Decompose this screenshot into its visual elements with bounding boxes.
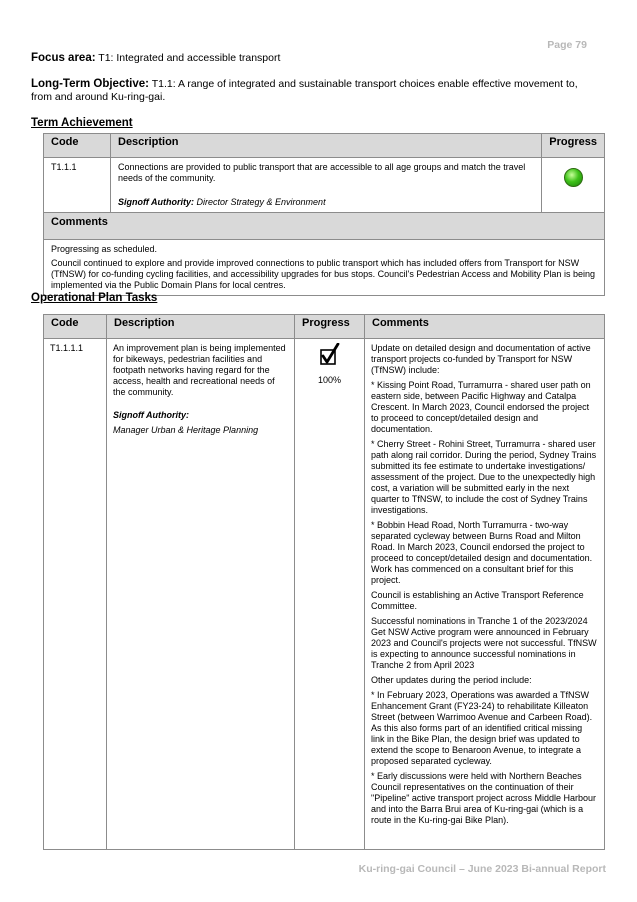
col-code-header: Code [44,134,111,158]
checkbox-ticked-icon [301,343,358,372]
footer-report-title: Ku-ring-gai Council – June 2023 Bi-annual Report [358,863,606,875]
operational-plan-tasks-title: Operational Plan Tasks [31,292,158,304]
long-term-objective [31,78,601,104]
ops-description: An improvement plan is being implemented for bikeways, pedestrian facilities and footpath networks having regard for the access, health and recreational needs of the community. [113,343,286,397]
objective-value: T1.1: A range of integrated and sustainable transport choices enable effective movement to, from and around Ku-ring-gai. [31,78,578,103]
term-achievement-table [43,133,605,296]
focus-area-value: T1: Integrated and accessible transport [98,52,281,64]
progress-percent: 100% [317,375,342,385]
table-row [44,339,605,850]
comments-header: Comments [44,213,605,240]
col-progress-header: Progress [295,315,365,339]
operational-plan-table [43,314,605,850]
term-comments-cell [44,240,605,296]
ops-comment: Council is establishing an Active Transport Reference Committee. [371,590,584,611]
signoff-value: Director Strategy & Environment [196,197,326,207]
col-progress-header: Progress [542,134,605,158]
ops-comment: Other updates during the period include: [371,675,532,685]
status-green-icon [564,168,583,187]
col-description-header: Description [107,315,295,339]
focus-area [31,52,280,64]
col-description-header: Description [111,134,542,158]
ops-comments-cell [365,339,605,850]
ops-comment: * Bobbin Head Road, North Turramurra - two-way separated cycleway between Burns Road and Milton Road. In March 2023, Council endorsed the project to proceed to concept/detailed design and documentation. Work has commenced on a consultant brief for this project. [371,520,593,585]
ops-signoff-label: Signoff Authority: [113,410,189,420]
objective-label: Long-Term Objective: [31,78,149,90]
table-row [44,158,605,213]
term-achievement-title: Term Achievement [31,117,133,129]
term-comment-status: Progressing as scheduled. [51,244,158,254]
ops-comment: * Kissing Point Road, Turramurra - shared user path on eastern side, between Pacific Highway and Catalpa Crescent. In March 2023, Council endorsed the project to proceed to concept/detailed design and documentation. [371,380,591,434]
term-description-cell [111,158,542,213]
page-number: Page 79 [547,39,587,51]
ops-signoff-value: Manager Urban & Heritage Planning [113,425,259,435]
col-comments-header: Comments [365,315,605,339]
ops-code: T1.1.1.1 [44,339,107,850]
ops-comment: Update on detailed design and documentation of active transport projects co-funded by Transport for NSW (TfNSW) include: [371,343,591,375]
term-progress-cell [542,158,605,213]
ops-description-cell [107,339,295,850]
ops-comment: Successful nominations in Tranche 1 of the 2023/2024 Get NSW Active program were announced in February 2023 and Council's projects were not successful. TfNSW is expecting to announce successful nominations in Tranche 2 from April 2023 [371,616,597,670]
term-signoff [118,197,534,208]
term-code: T1.1.1 [44,158,111,213]
term-description: Connections are provided to public transport that are accessible to all age groups and match the travel needs of the community. [118,162,526,183]
ops-comment: * Cherry Street - Rohini Street, Turramurra - shared user path along rail corridor. During the period, Sydney Trains submitted its fee estimate to undertake investigations/ assessment of the project. Due to the unexpectedly high cost, a variation will be submitted early in the next quarter to TfNSW, to include the cost of Sydney Trains investigations. [371,439,597,515]
ops-progress-cell [295,339,365,850]
ops-comment: * In February 2023, Operations was awarded a TfNSW Enhancement Grant (FY23-24) to rehabilitate Killeaton Street (between Warrimoo Avenue and Carbeen Road). As this also forms part of an identified critical missing link in the Bike Plan, the design brief was updated to extend the scope to Benaroon Avenue, to integrate a proposed separated cycleway. [371,690,593,766]
focus-area-label: Focus area: [31,52,96,64]
col-code-header: Code [44,315,107,339]
ops-comment: * Early discussions were held with Northern Beaches Council representatives on the continuation of their "Pipeline" active transport project across Middle Harbour and into the Barra Brui area of Ku-ring-gai (which is a route in the Ku-ring-gai Bike Plan). [371,771,596,825]
term-comment-detail: Council continued to explore and provide improved connections to public transport which has included offers from Transport for NSW (TfNSW) for co-funding cycling facilities, and accessibility upgrades for bus stops. Council's Pedestrian Access and Mobility Plan is being implemented via the Public Domain Plans for local centres. [51,258,595,290]
signoff-label: Signoff Authority: [118,197,194,207]
